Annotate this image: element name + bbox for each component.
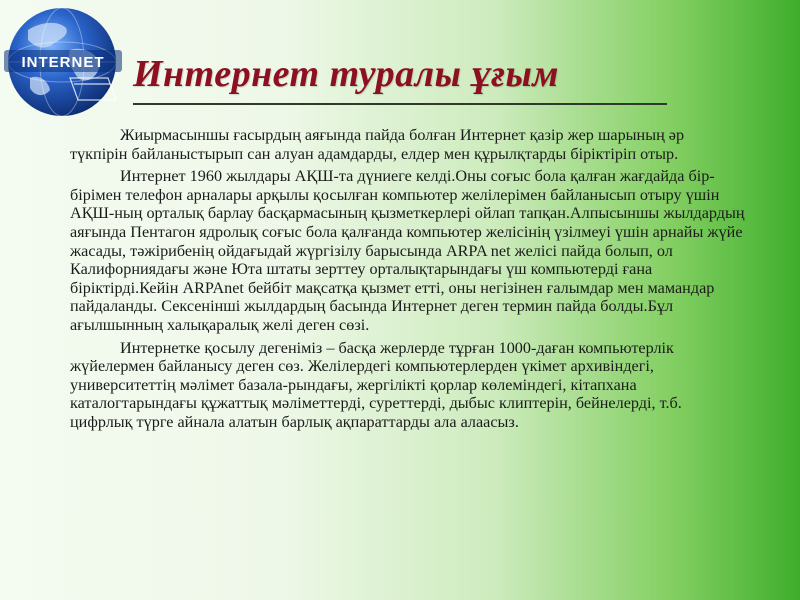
paragraph-history: Интернет 1960 жылдары АҚШ-та дүниеге келді.Оны соғыс бола қалған жағдайда бір-бірімен телефон арналары арқылы қосылған компьютер желілерімен байланысып отыру үшін АҚШ-ның орталық барлау басқармасының қызметкерлері ойлап тапқан.Алпысыншы жылдардың аяғында Пентагон ядролық соғыс бола қалғанда компьютер желісінің үзілмеуі үшін арнайы жүйе жасады, тәжірибенің ойдағыдай жүргізілу барысында ARPA net желісі пайда болып, ол Калифорниядағы және Юта штаты зерттеу орталықтарындағы үш компьютерді ғана біріктірді.Кейін ARPAnet бейбіт мақсатқа қызмет етті, оны негізінен ғалымдар мен мамандар пайдаланды. Сексенінші жылдардың басында Интернет деген термин пайда болды.Бұл ағылшынның халықаралық желі деген сөзі. [70, 167, 745, 334]
body-text [70, 126, 745, 436]
paragraph-intro: Жиырмасыншы ғасырдың аяғында пайда болған Интернет қазір жер шарының әр түкпірін байланыстырып сан алуан адамдарды, елдер мен құрылқтарды біріктіріп отыр. [70, 126, 685, 163]
page-title: Интернет туралы ұғым [133, 53, 559, 95]
globe-internet-icon [0, 0, 130, 120]
logo-text: INTERNET [21, 54, 105, 71]
paragraph-connection: Интернетке қосылу дегеніміз – басқа жерлерде тұрған 1000-даған компьютерлік жүйелермен байланысу деген сөз. Желілердегі компьютерлерден үкімет архивіндегі, университеттің мәлімет базала-рындағы, жергілікті қорлар көлеміндегі, кітапхана каталогтарындағы құжаттық мәліметтерді, суреттерді, дыбыс клиптерін, бейнелерді, т.б. цифрлық түрге айнала алатын барлық ақпараттарды ала алаасыз. [70, 338, 682, 431]
title-underline [133, 103, 667, 105]
